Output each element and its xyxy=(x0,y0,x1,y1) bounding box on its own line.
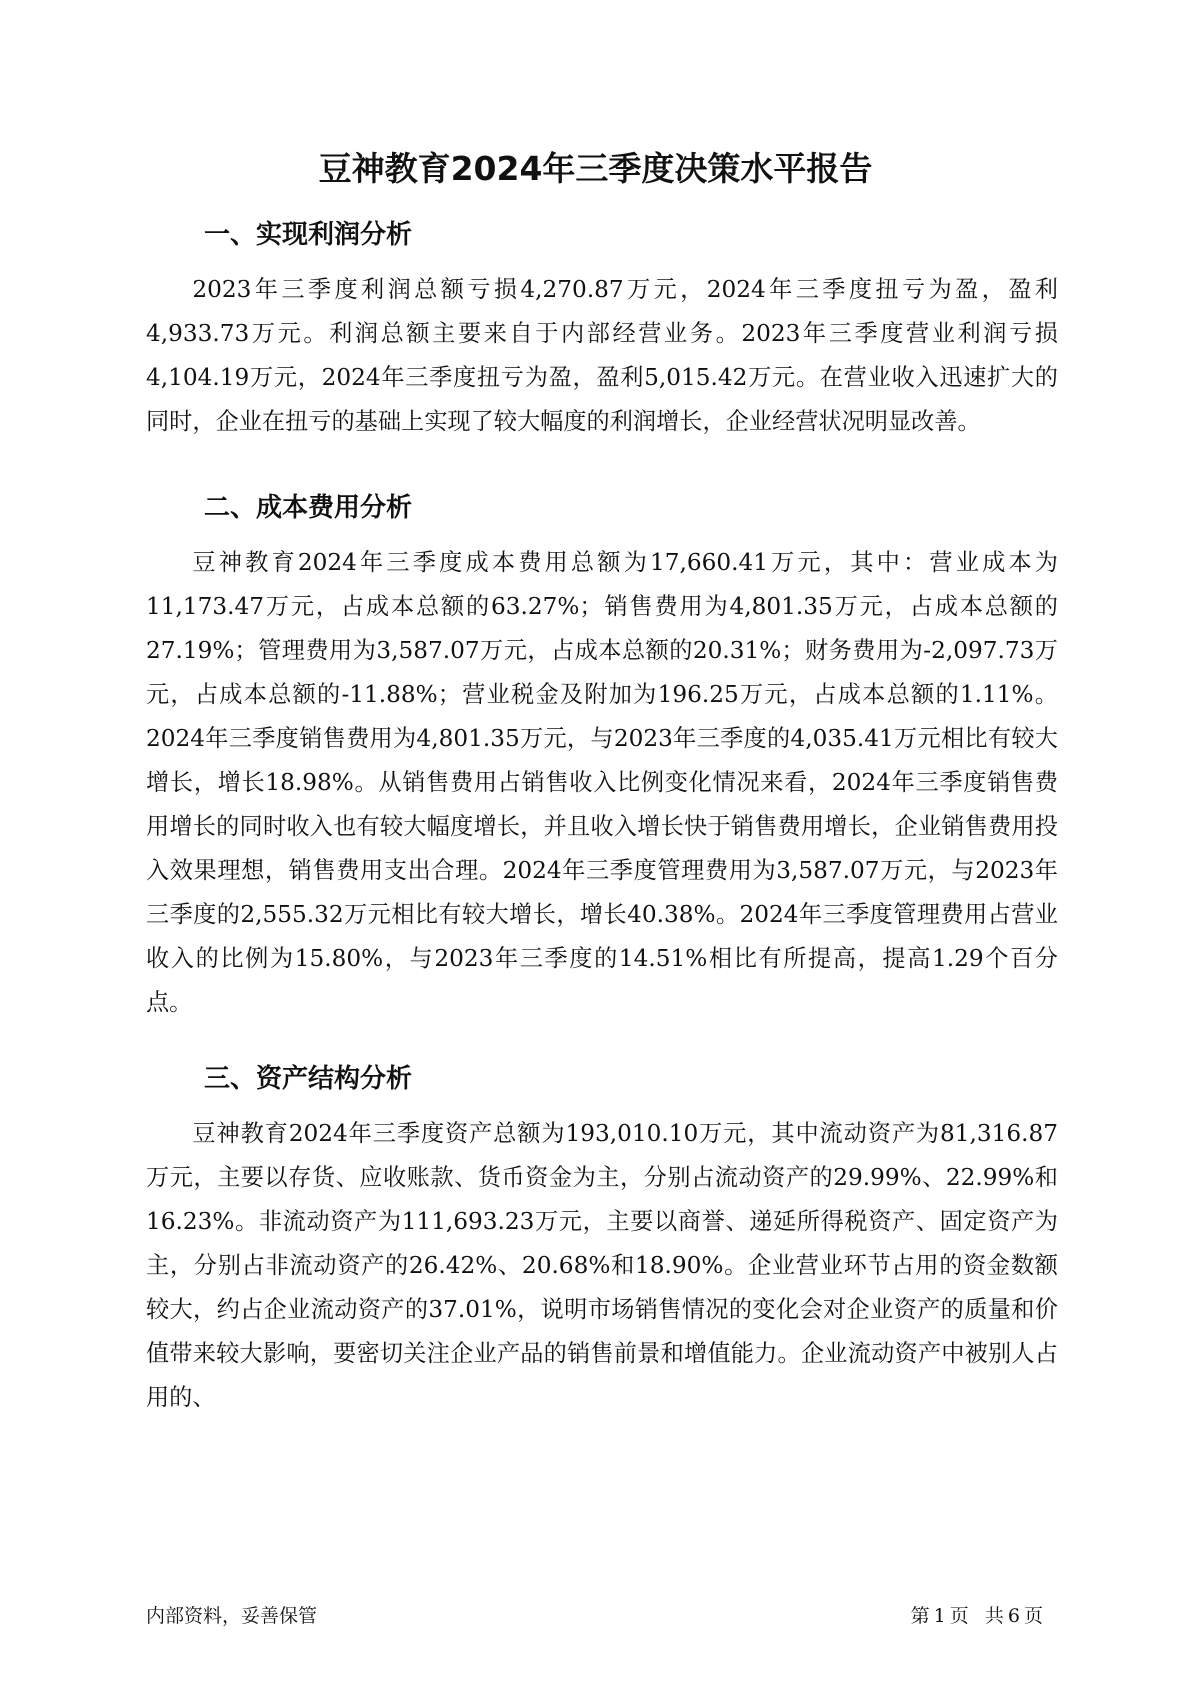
page-title: 豆神教育2024年三季度决策水平报告 xyxy=(318,149,873,188)
section-heading-assets: 三、资产结构分析 xyxy=(204,1064,413,1094)
section-heading-profit: 一、实现利润分析 xyxy=(204,220,413,250)
footer-page-indicator xyxy=(909,1603,1045,1629)
section-heading-cost: 二、成本费用分析 xyxy=(204,493,413,523)
total-pages: 6 xyxy=(1007,1605,1020,1627)
total-prefix: 共 xyxy=(984,1605,1004,1627)
total-unit: 页 xyxy=(1023,1605,1043,1627)
page-number: 1 xyxy=(933,1605,946,1627)
page-prefix: 第 xyxy=(910,1605,930,1627)
section-paragraph-assets: 豆神教育2024年三季度资产总额为193,010.10万元，其中流动资产为81,316.87万元，主要以存货、应收账款、货币资金为主，分别占流动资产的29.99%、22.99%和16.23%。非流动资产为111,693.23万元，主要以商誉、递延所得税资产、固定资产为主，分别占非流动资产的26.42%、20.68%和18.90%。企业营业环节占用的资金数额较大，约占企业流动资产的37.01%，说明市场销售情况的变化会对企业资产的质量和价值带来较大影响，要密切关注企业产品的销售前景和增值能力。企业流动资产中被别人占用的、 xyxy=(146,1120,1058,1411)
page-unit: 页 xyxy=(949,1605,969,1627)
footer-confidential-note: 内部资料，妥善保管 xyxy=(146,1605,318,1627)
section-paragraph-profit: 2023年三季度利润总额亏损4,270.87万元，2024年三季度扭亏为盈，盈利4,933.73万元。利润总额主要来自于内部经营业务。2023年三季度营业利润亏损4,104.19万元，2024年三季度扭亏为盈，盈利5,015.42万元。在营业收入迅速扩大的同时，企业在扭亏的基础上实现了较大幅度的利润增长，企业经营状况明显改善。 xyxy=(146,276,1058,435)
section-paragraph-cost: 豆神教育2024年三季度成本费用总额为17,660.41万元，其中：营业成本为11,173.47万元，占成本总额的63.27%；销售费用为4,801.35万元，占成本总额的27.19%；管理费用为3,587.07万元，占成本总额的20.31%；财务费用为-2,097.73万元，占成本总额的-11.88%；营业税金及附加为196.25万元，占成本总额的1.11%。2024年三季度销售费用为4,801.35万元，与2023年三季度的4,035.41万元相比有较大增长，增长18.98%。从销售费用占销售收入比例变化情况来看，2024年三季度销售费用增长的同时收入也有较大幅度增长，并且收入增长快于销售费用增长，企业销售费用投入效果理想，销售费用支出合理。2024年三季度管理费用为3,587.07万元，与2023年三季度的2,555.32万元相比有较大增长，增长40.38%。2024年三季度管理费用占营业收入的比例为15.80%，与2023年三季度的14.51%相比有所提高，提高1.29个百分点。 xyxy=(146,549,1058,1016)
